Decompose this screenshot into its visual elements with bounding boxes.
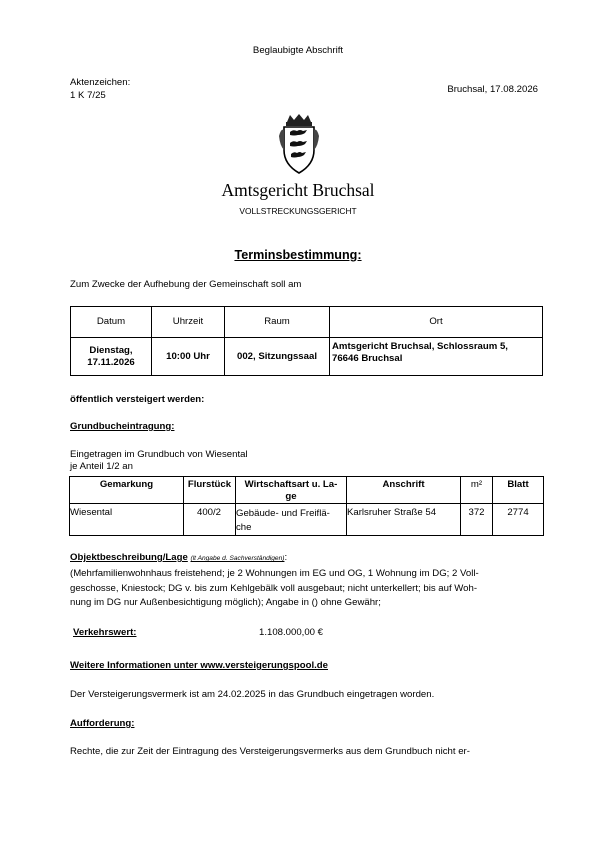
object-description-note: (lt Angabe d. Sachverständigen)	[190, 555, 285, 562]
appointment-date-value: 17.11.2026	[87, 356, 135, 368]
land-register-line1: Eingetragen im Grundbuch von Wiesental	[70, 449, 248, 460]
file-reference-label: Aktenzeichen:	[70, 77, 131, 88]
land-register-table	[69, 476, 544, 536]
object-description-line: (Mehrfamilienwohnhaus freistehend; je 2 Wohnungen im EG und OG, 1 Wohnung im DG; 2 Voll-	[70, 568, 479, 579]
land-register-line2: je Anteil 1/2 an	[70, 461, 133, 472]
court-name: Amtsgericht Bruchsal	[221, 180, 375, 200]
column-header-wirtschaftsart	[236, 477, 347, 504]
column-header-date: Datum	[71, 307, 152, 338]
cell-anschrift: Karlsruher Straße 54	[347, 504, 461, 536]
intro-text: Zum Zwecke der Aufhebung der Gemeinschaft soll am	[70, 279, 302, 290]
column-header-flurstueck: Flurstück	[184, 477, 236, 504]
column-header-location: Ort	[330, 307, 543, 338]
object-description-colon: :	[284, 552, 288, 563]
cell-wirtschaftsart-line2: che	[236, 522, 252, 533]
place-and-date: Bruchsal, 17.08.2026	[447, 84, 538, 95]
column-header-wirtschaftsart-line2: ge	[285, 491, 297, 502]
document-title: Terminsbestimmung:	[234, 248, 362, 262]
register-note: Der Versteigerungsvermerk ist am 24.02.2025 in das Grundbuch eingetragen worden.	[70, 689, 435, 700]
cell-wirtschaftsart-line1: Gebäude- und Freiflä-	[236, 508, 330, 519]
object-description-body	[70, 567, 479, 611]
object-description-line: nung im DG nur Außenbesichtigung möglich); Angabe in () ohne Gewähr;	[70, 597, 381, 608]
object-description-heading-row	[70, 552, 287, 565]
column-header-anschrift: Anschrift	[347, 477, 461, 504]
appointment-location-line1: Amtsgericht Bruchsal, Schlossraum 5,	[332, 341, 508, 352]
baden-wuerttemberg-coat-of-arms-icon	[275, 112, 323, 176]
file-reference-value: 1 K 7/25	[70, 90, 106, 101]
appointment-location	[330, 338, 543, 376]
cell-gemarkung: Wiesental	[70, 504, 184, 536]
appointment-date	[71, 338, 152, 376]
appointment-table	[70, 306, 543, 376]
column-header-time: Uhrzeit	[152, 307, 225, 338]
column-header-m2: m²	[461, 477, 493, 504]
cell-flurstueck: 400/2	[184, 504, 236, 536]
court-division: VOLLSTRECKUNGSGERICHT	[239, 206, 357, 216]
land-register-heading: Grundbucheintragung:	[70, 421, 175, 432]
cell-blatt: 2774	[493, 504, 544, 536]
cell-wirtschaftsart	[236, 504, 347, 536]
column-header-gemarkung: Gemarkung	[70, 477, 184, 504]
certified-copy-label: Beglaubigte Abschrift	[252, 45, 344, 56]
appointment-weekday: Dienstag,	[89, 344, 133, 356]
column-header-blatt: Blatt	[493, 477, 544, 504]
market-value-amount: 1.108.000,00 €	[259, 627, 324, 638]
object-description-line: geschosse, Kniestock; DG v. bis zum Kehlgebälk voll ausgebaut; nicht unterkellert; bis auf Woh-	[70, 582, 478, 594]
column-header-wirtschaftsart-line1: Wirtschaftsart u. La-	[244, 479, 338, 490]
further-info-link[interactable]: Weitere Informationen unter www.versteigerungspool.de	[70, 660, 329, 671]
appointment-room: 002, Sitzungssaal	[225, 338, 330, 376]
object-description-heading: Objektbeschreibung/Lage	[70, 552, 188, 563]
request-text: Rechte, die zur Zeit der Eintragung des Versteigerungsvermerks aus dem Grundbuch nicht er-	[70, 746, 470, 757]
appointment-time: 10:00 Uhr	[152, 338, 225, 376]
column-header-room: Raum	[225, 307, 330, 338]
cell-m2: 372	[461, 504, 493, 536]
appointment-location-line2: 76646 Bruchsal	[332, 353, 403, 364]
auction-statement: öffentlich versteigert werden:	[70, 394, 205, 405]
market-value-label: Verkehrswert:	[73, 627, 137, 638]
request-heading: Aufforderung:	[70, 718, 135, 729]
